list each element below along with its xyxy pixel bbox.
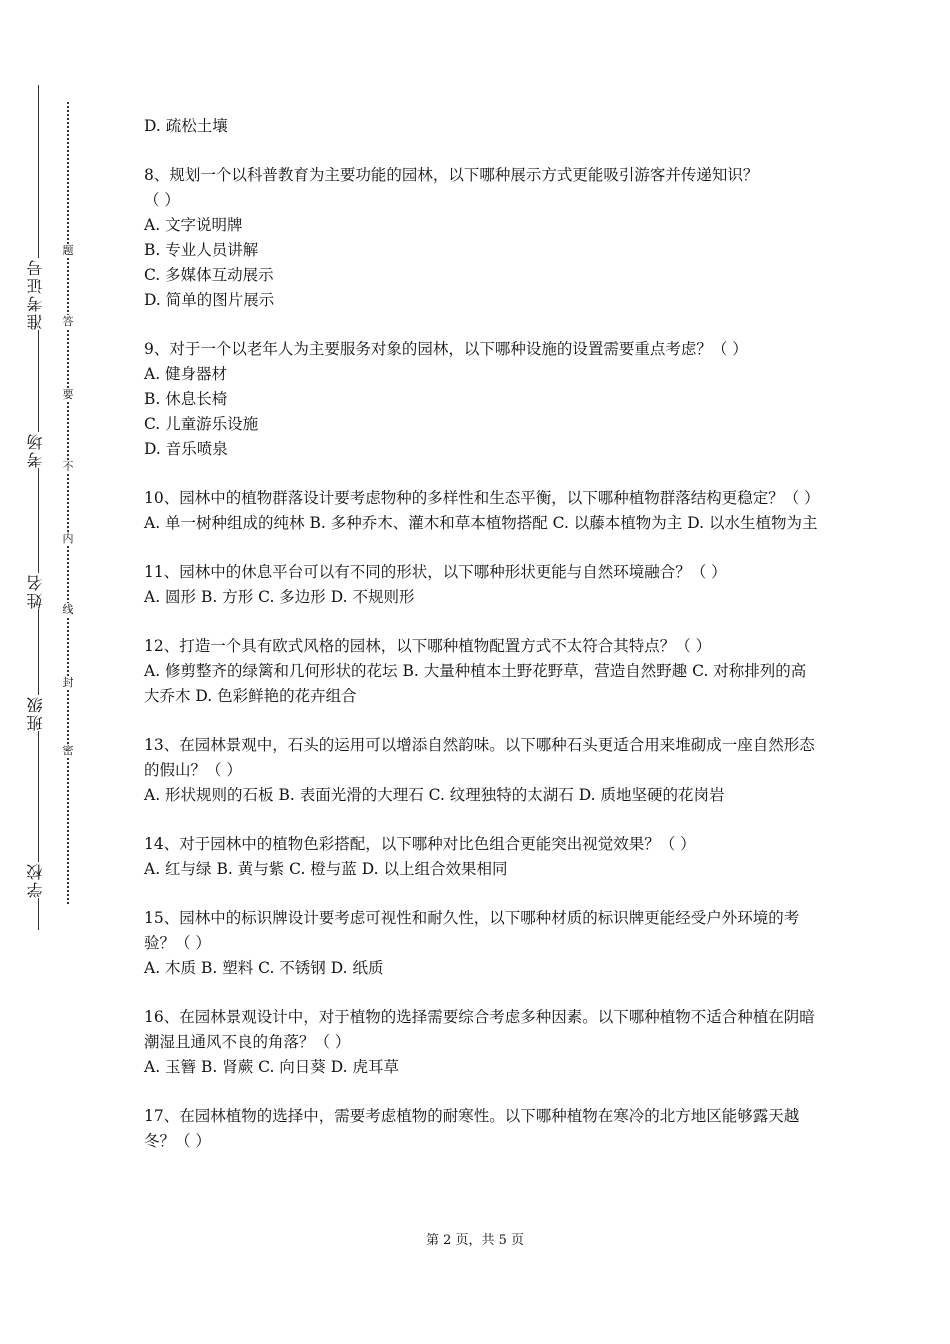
option-line: A. 单一树种组成的纯林 B. 多种乔木、灌木和草本植物搭配 C. 以藤本植物为主 D. 以水生植物为主 <box>144 514 818 532</box>
exam-room-label: 考场 <box>26 432 45 468</box>
ticket-number-label: 准考证号 <box>26 258 45 330</box>
option-line: C. 儿童游乐设施 <box>144 415 259 433</box>
question-text: 12、打造一个具有欧式风格的园林，以下哪种植物配置方式不太符合其特点？（ ） <box>144 637 712 655</box>
school-field <box>24 862 54 898</box>
seal-char: 要 <box>60 388 76 402</box>
answer-bracket: （ ） <box>144 191 180 209</box>
question-12 <box>144 634 820 709</box>
question-13 <box>144 733 820 808</box>
option-line: A. 修剪整齐的绿篱和几何形状的花坛 B. 大量种植本土野花野草，营造自然野趣 C. 对称排列的高大乔木 D. 色彩鲜艳的花卉组合 <box>144 662 807 705</box>
question-list <box>144 114 820 1178</box>
seal-char: 封 <box>60 676 76 690</box>
option-line: A. 木质 B. 塑料 C. 不锈钢 D. 纸质 <box>144 959 384 977</box>
question-14 <box>144 832 820 882</box>
class-field <box>24 695 54 731</box>
question-10 <box>144 486 820 536</box>
option-line: A. 玉簪 B. 肾蕨 C. 向日葵 D. 虎耳草 <box>144 1058 399 1076</box>
option-line: A. 红与绿 B. 黄与紫 C. 橙与蓝 D. 以上组合效果相同 <box>144 860 508 878</box>
seal-char: 线 <box>60 603 76 617</box>
question-text: 14、对于园林中的植物色彩搭配，以下哪种对比色组合更能突出视觉效果？（ ） <box>144 835 696 853</box>
seal-char: 密 <box>60 744 76 758</box>
question-text: 9、对于一个以老年人为主要服务对象的园林，以下哪种设施的设置需要重点考虑？（ ） <box>144 340 748 358</box>
seal-char: 答 <box>60 315 76 329</box>
option-line: D. 简单的图片展示 <box>144 291 275 309</box>
option-line: A. 文字说明牌 <box>144 216 243 234</box>
question-text: 17、在园林植物的选择中，需要考虑植物的耐寒性。以下哪种植物在寒冷的北方地区能够露天越冬？（ ） <box>144 1107 800 1150</box>
seal-char: 题 <box>60 244 76 258</box>
seal-char: 不 <box>60 460 76 474</box>
question-15 <box>144 906 820 981</box>
option-line: C. 多媒体互动展示 <box>144 266 274 284</box>
name-label: 姓名 <box>26 573 45 609</box>
question-text: 16、在园林景观设计中，对于植物的选择需要综合考虑多种因素。以下哪种植物不适合种植在阴暗潮湿且通风不良的角落？（ ） <box>144 1008 815 1051</box>
ticket-number-field <box>24 258 54 330</box>
question-9 <box>144 337 820 462</box>
option-line: A. 形状规则的石板 B. 表面光滑的大理石 C. 纹理独特的太湖石 D. 质地坚硬的花岗岩 <box>144 786 725 804</box>
question-16 <box>144 1005 820 1080</box>
question-text: 10、园林中的植物群落设计要考虑物种的多样性和生态平衡，以下哪种植物群落结构更稳定？（ ） <box>144 489 820 507</box>
school-label: 学校 <box>26 862 45 898</box>
option-line: A. 健身器材 <box>144 365 228 383</box>
question-17 <box>144 1104 820 1154</box>
page-number: 第 2 页，共 5 页 <box>425 1233 525 1248</box>
option-line: B. 专业人员讲解 <box>144 241 259 259</box>
class-label: 班级 <box>26 695 45 731</box>
question-text: 15、园林中的标识牌设计要考虑可视性和耐久性，以下哪种材质的标识牌更能经受户外环境的考验？（ ） <box>144 909 800 952</box>
binding-solid-line <box>38 85 39 930</box>
question-text: 13、在园林景观中，石头的运用可以增添自然韵味。以下哪种石头更适合用来堆砌成一座自然形态的假山？（ ） <box>144 736 815 779</box>
question-text: 11、园林中的休息平台可以有不同的形状，以下哪种形状更能与自然环境融合？（ ） <box>144 563 727 581</box>
option-line: D. 疏松土壤 <box>144 117 228 135</box>
exam-room-field <box>24 432 54 468</box>
question-text: 8、规划一个以科普教育为主要功能的园林，以下哪种展示方式更能吸引游客并传递知识？ <box>144 166 759 184</box>
question-8 <box>144 163 820 313</box>
question-7-tail <box>144 114 820 139</box>
name-field <box>24 573 54 609</box>
question-11 <box>144 560 820 610</box>
option-line: D. 音乐喷泉 <box>144 440 228 458</box>
seal-dotted-line <box>67 102 69 904</box>
option-line: A. 圆形 B. 方形 C. 多边形 D. 不规则形 <box>144 588 415 606</box>
binding-margin <box>0 0 120 1344</box>
option-line: B. 休息长椅 <box>144 390 228 408</box>
seal-char: 内 <box>60 532 76 546</box>
